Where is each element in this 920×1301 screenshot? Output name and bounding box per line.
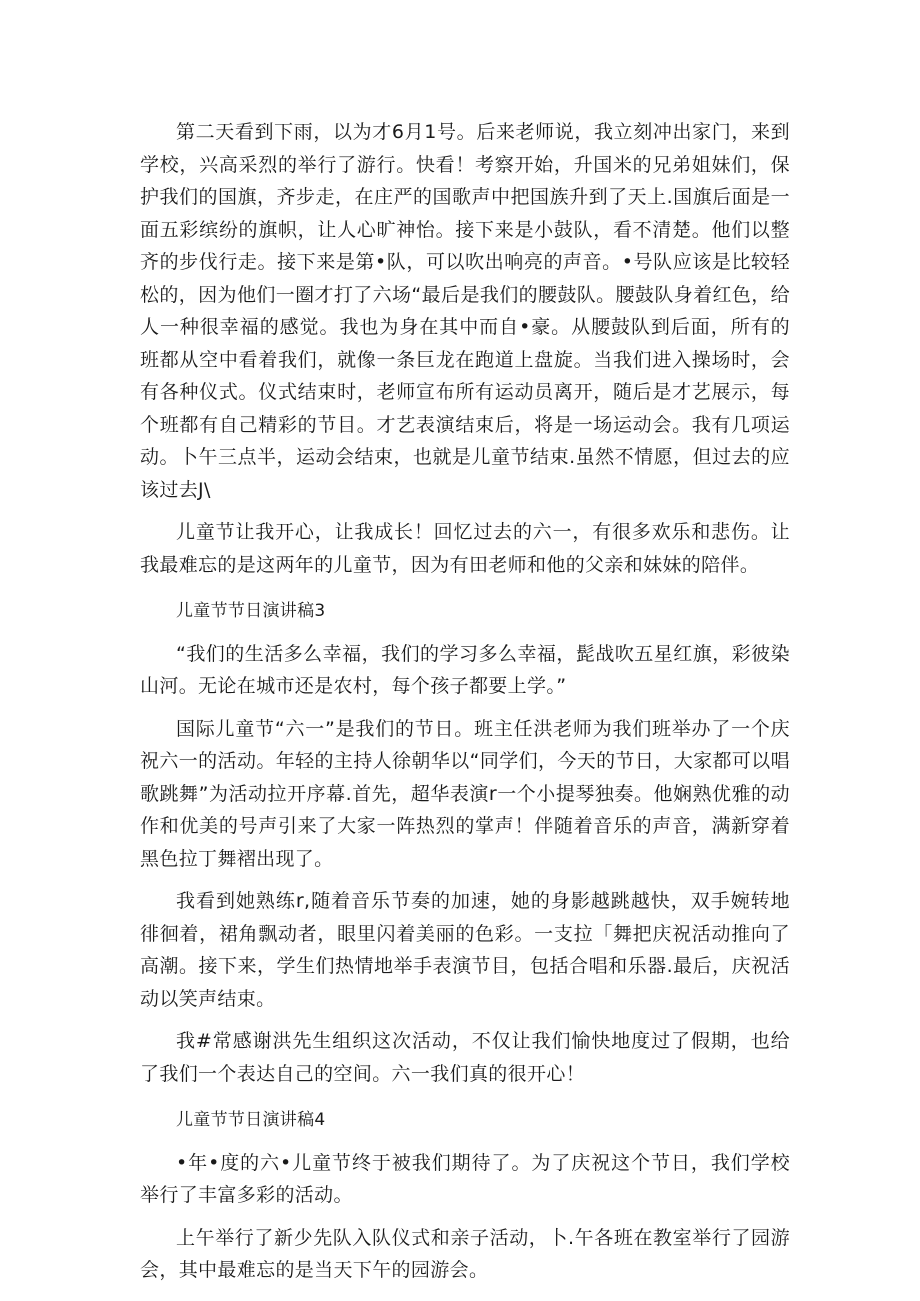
paragraph-2: 儿童节让我开心，让我成长！回忆过去的六一，有很多欢乐和悲伤。让我最难忘的是这两年的儿童节，因为有田老师和他的父亲和妹妹的陪伴。 xyxy=(140,521,790,576)
document-body xyxy=(140,116,790,1287)
paragraph-5: 我看到她熟练r,随着音乐节奏的加速，她的身影越跳越快，双手婉转地徘徊着，裙角飘动者，眼里闪着美丽的色彩。一支拉「舞把庆祝活动推向了高潮。接下来，学生们热情地举手表演节目，包括合唱和乐器.最后，庆祝活动以笑声结束。 xyxy=(140,890,790,1010)
section-heading-4: 儿童节节日演讲稿4 xyxy=(176,1110,326,1130)
paragraph-7: •年•度的六•儿童节终于被我们期待了。为了庆祝这个节日，我们学校举行了丰富多彩的活动。 xyxy=(140,1151,790,1206)
paragraph-1: 第二天看到下雨，以为才6月1号。后来老师说，我立刻冲出家门，来到学校，兴高采烈的举行了游行。快看！考察开始，升国米的兄弟姐妹们，保护我们的国旗，齐步走，在庄严的国歌声中把国族升到了天上.国旗后面是一面五彩缤纷的旗帜，让人心旷神怡。接下来是小鼓队，看不清楚。他们以整齐的步伐行走。接下来是第•队，可以吹出响亮的声音。•号队应该是比较轻松的，因为他们一圈才打了六场“最后是我们的腰鼓队。腰鼓队身着红色，给人一种很幸福的感觉。我也为身在其中而自•豪。从腰鼓队到后面，所有的班都从空中看着我们，就像一条巨龙在跑道上盘旋。当我们进入操场时，会有各种仪式。仪式结束时，老师宣布所有运动员离开，随后是才艺展示，每个班都有自己精彩的节目。才艺表演结束后，将是一场运动会。我有几项运动。卜午三点半，运动会结束，也就是儿童节结束.虽然不情愿，但过去的应该过去J\ xyxy=(140,121,790,501)
section-heading-3: 儿童节节日演讲稿3 xyxy=(176,601,326,621)
paragraph-4: 国际儿童节“六一”是我们的节日。班主任洪老师为我们班举办了一个庆祝六一的活动。年轻的主持人徐朝华以“同学们，今天的节日，大家都可以唱歌跳舞”为活动拉开序幕.首先，超华表演r一个小提琴独奏。他娴熟优雅的动作和优美的号声引来了大家一阵热烈的掌声！伴随着音乐的声音，满新穿着黑色拉丁舞褶出现了。 xyxy=(140,717,790,870)
paragraph-3: “我们的生活多么幸福，我们的学习多么幸福，髭战吹五星红旗，彩彼染山河。无论在城市还是农村，每个孩子都要上学。” xyxy=(140,642,790,697)
paragraph-8: 上午举行了新少先队入队仪式和亲子活动，卜.午各班在教室举行了园游会，其中最难忘的是当天下午的园游会。 xyxy=(140,1226,790,1281)
paragraph-6: 我#常感谢洪先生组织这次活动，不仅让我们愉快地度过了假期，也给了我们一个表达自己的空间。六一我们真的很开心！ xyxy=(140,1030,790,1085)
